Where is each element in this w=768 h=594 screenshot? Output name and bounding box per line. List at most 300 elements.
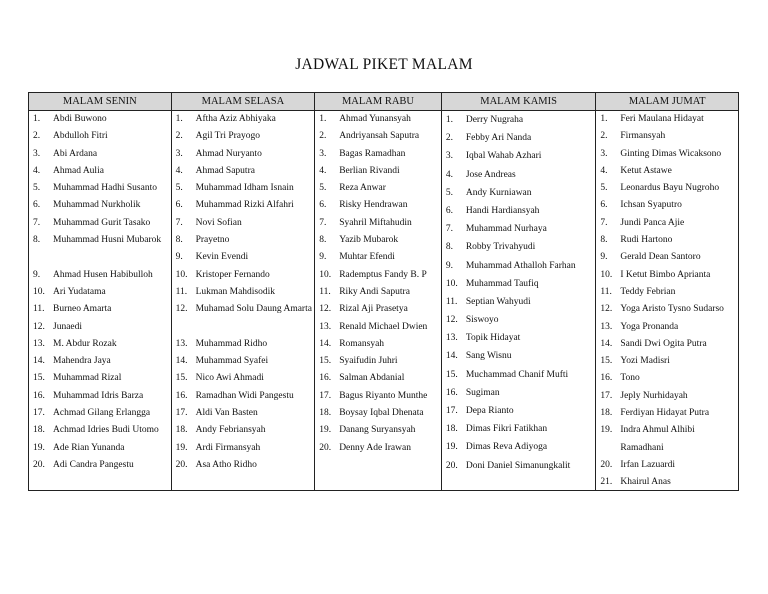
list-item	[29, 163, 171, 180]
item-number: 11.	[600, 286, 612, 297]
item-number: 14.	[319, 338, 332, 349]
item-name: Muhammad Athalloh Farhan	[465, 260, 576, 271]
item-name: Ferdiyan Hidayat Putra	[620, 408, 710, 419]
item-name: Novi Sofian	[195, 217, 242, 228]
item-number: 18.	[445, 424, 458, 435]
item-number: 10.	[600, 269, 613, 280]
list-item	[315, 163, 441, 180]
item-name: Derry Nugraha	[465, 115, 524, 125]
list-item	[315, 146, 441, 163]
item-name: Firmansyah	[620, 131, 666, 142]
item-name: Ari Yudatama	[53, 286, 106, 297]
list-item	[442, 347, 596, 365]
list-item	[29, 267, 171, 284]
item-number: 2.	[319, 131, 327, 142]
item-number: 16.	[175, 390, 188, 401]
item-name: M. Abdur Rozak	[53, 338, 117, 349]
item-name: Denny Ade Irawan	[339, 442, 411, 453]
item-name: Bagus Riyanto Munthe	[339, 390, 428, 401]
list-item	[29, 111, 171, 128]
item-number: 19.	[445, 442, 458, 453]
list-item	[596, 146, 738, 163]
item-name: Gerald Dean Santoro	[620, 252, 701, 263]
item-number: 5.	[445, 187, 453, 198]
item-name: Topik Hidayat	[465, 333, 521, 344]
list-item	[442, 202, 596, 220]
item-name: Muchammad Chanif Mufti	[465, 369, 569, 380]
item-name: Risky Hendrawan	[339, 200, 408, 211]
item-number: 19.	[175, 442, 188, 453]
list-item	[315, 215, 441, 232]
item-number: 15.	[33, 373, 45, 384]
item-number: 2.	[33, 131, 41, 142]
item-number: 13.	[319, 321, 332, 332]
item-number: 15.	[445, 369, 458, 380]
item-number: 12.	[445, 315, 458, 326]
item-name: Berlian Rivandi	[339, 165, 400, 176]
item-name: Muhammad Idham Isnain	[195, 183, 294, 194]
list-item	[172, 388, 315, 405]
item-name: Aftha Aziz Abhiyaka	[195, 114, 276, 124]
list-item	[442, 166, 596, 184]
item-number: 20.	[600, 459, 613, 470]
column-malam-selasa	[172, 93, 316, 490]
list-item	[315, 180, 441, 197]
item-name: Jeply Nurhidayah	[620, 390, 688, 401]
item-number: 9.	[175, 252, 183, 263]
item-number: 6.	[319, 200, 327, 211]
list-item	[315, 128, 441, 145]
list-item	[29, 128, 171, 145]
item-name: Sang Wisnu	[465, 351, 512, 362]
item-name: Riky Andi Saputra	[339, 286, 410, 297]
item-number: 12.	[600, 304, 613, 315]
item-name: Ade Rian Yunanda	[53, 442, 125, 453]
item-number: 1.	[319, 114, 327, 124]
item-name: Muhammad Idris Barza	[53, 390, 144, 401]
item-name: Muhammad Nurhaya	[465, 224, 547, 235]
item-number: 17.	[175, 408, 188, 419]
item-number: 18.	[33, 425, 45, 436]
list-item	[315, 301, 441, 318]
item-number: 5.	[600, 183, 608, 194]
column-malam-kamis	[442, 93, 597, 490]
item-number: 18.	[319, 408, 332, 419]
item-name: Rizal Aji Prasetya	[339, 304, 408, 315]
item-name: Asa Atho Ridho	[195, 459, 257, 470]
list-item	[172, 180, 315, 197]
item-number: 6.	[175, 200, 183, 211]
item-number: 9.	[319, 252, 327, 263]
item-number: 7.	[175, 217, 183, 228]
column-header: MALAM SENIN	[29, 93, 171, 111]
list-item	[596, 405, 738, 422]
list-item	[442, 184, 596, 202]
item-number: 12.	[175, 304, 188, 315]
item-number: 3.	[319, 148, 327, 159]
item-name: Febby Ari Nanda	[465, 133, 532, 144]
list-item	[172, 301, 315, 336]
list-item	[315, 232, 441, 249]
item-number: 4.	[175, 165, 183, 176]
item-number: 10.	[445, 278, 458, 289]
item-number: 16.	[33, 390, 45, 401]
item-number: 19.	[33, 442, 45, 453]
item-name: Ramadhan Widi Pangestu	[195, 390, 294, 401]
list-item	[315, 336, 441, 353]
item-number: 13.	[445, 333, 458, 344]
item-number: 17.	[445, 406, 458, 416]
item-name: Yozi Madisri	[620, 356, 670, 367]
item-name: Bagas Ramadhan	[339, 148, 406, 159]
list-item	[29, 284, 171, 301]
item-number: 6.	[445, 205, 453, 216]
item-name: Sugiman	[465, 387, 500, 398]
item-number: 4.	[600, 165, 608, 176]
item-name: Dimas Reva Adiyoga	[465, 442, 548, 453]
item-number: 14.	[600, 338, 613, 349]
list-item	[596, 111, 738, 128]
list-item	[172, 336, 315, 353]
item-name: Achmad Idries Budi Utomo	[53, 425, 159, 436]
item-name: Muhammad Gurit Tasako	[53, 217, 151, 228]
item-name: I Ketut Bimbo Aprianta	[620, 269, 711, 280]
list-item	[172, 284, 315, 301]
list-item	[172, 215, 315, 232]
item-name: Ichsan Syaputro	[620, 200, 682, 211]
item-number: 4.	[445, 169, 453, 180]
item-name: Khairul Anas	[620, 477, 671, 488]
item-number: 20.	[175, 459, 188, 470]
list-item	[442, 220, 596, 238]
item-name: Boysay Iqbal Dhenata	[339, 408, 424, 419]
item-name: Agil Tri Prayogo	[195, 131, 260, 142]
item-name: Abdulloh Fitri	[53, 131, 108, 142]
list-item	[172, 163, 315, 180]
item-name: Muhammad Taufiq	[465, 278, 539, 289]
list-item	[596, 336, 738, 353]
list-item	[442, 384, 596, 402]
item-number: 1.	[600, 114, 608, 124]
schedule-table	[28, 92, 739, 491]
list-item	[172, 232, 315, 249]
list-item	[596, 319, 738, 336]
item-name: Danang Suryansyah	[339, 425, 416, 436]
item-number: 17.	[33, 408, 45, 419]
list-item	[596, 301, 738, 318]
item-number: 7.	[445, 224, 453, 235]
list-item	[29, 388, 171, 405]
item-name: Iqbal Wahab Azhari	[465, 151, 542, 162]
list-item	[596, 370, 738, 387]
item-name: Muhammad Ridho	[195, 338, 268, 349]
list-item	[315, 197, 441, 214]
item-name: Adi Candra Pangestu	[53, 459, 134, 470]
list-item	[442, 147, 596, 165]
item-number: 18.	[600, 408, 613, 419]
item-name: Handi Hardiansyah	[465, 205, 540, 216]
list-item	[442, 420, 596, 438]
item-number: 15.	[175, 373, 188, 384]
list-item	[172, 197, 315, 214]
item-number: 5.	[319, 183, 327, 194]
item-name: Muhammad Rizal	[53, 373, 122, 384]
item-name: Jundi Panca Ajie	[620, 217, 685, 228]
list-item	[172, 370, 315, 387]
item-number: 8.	[33, 235, 41, 246]
list-item	[315, 422, 441, 439]
item-name: Tono	[620, 373, 640, 384]
item-name: Syaifudin Juhri	[339, 356, 398, 367]
item-number: 3.	[600, 148, 608, 159]
list-item	[315, 370, 441, 387]
item-number: 15.	[600, 356, 613, 367]
item-number: 11.	[33, 304, 45, 315]
item-number: 7.	[33, 217, 41, 228]
list-item	[442, 238, 596, 256]
item-number: 19.	[319, 425, 332, 436]
list-item	[315, 440, 441, 457]
list-item	[315, 405, 441, 422]
item-number: 17.	[600, 390, 613, 401]
item-number: 20.	[445, 460, 458, 471]
item-name: Depa Rianto	[465, 406, 514, 416]
list-item	[315, 267, 441, 284]
item-name: Muhammad Husni Mubarok	[53, 235, 162, 246]
item-number: 3.	[33, 148, 41, 159]
item-number: 10.	[33, 286, 45, 297]
item-name: Andriyansah Saputra	[339, 131, 420, 142]
list-item	[442, 438, 596, 456]
list-item	[29, 440, 171, 457]
item-name: Leonardus Bayu Nugroho	[620, 183, 720, 194]
column-header: MALAM SELASA	[172, 93, 315, 111]
item-name: Doni Daniel Simanungkalit	[465, 460, 571, 471]
list-item	[315, 249, 441, 266]
item-name: Septian Wahyudi	[465, 296, 531, 307]
column-malam-rabu	[315, 93, 442, 490]
item-number: 2.	[175, 131, 183, 142]
list-item	[596, 197, 738, 214]
list-item	[172, 111, 315, 128]
item-number: 19.	[600, 425, 613, 436]
list-item	[172, 146, 315, 163]
item-name: Indra Ahmul Alhibi Ramadhani	[620, 425, 695, 453]
list-item	[315, 353, 441, 370]
item-name: Muhtar Efendi	[339, 252, 395, 263]
item-number: 15.	[319, 356, 332, 367]
item-number: 8.	[175, 235, 183, 246]
list-item	[29, 422, 171, 439]
item-number: 2.	[600, 131, 608, 142]
list-item	[172, 267, 315, 284]
item-number: 3.	[175, 148, 183, 159]
item-number: 14.	[175, 356, 188, 367]
item-number: 12.	[319, 304, 332, 315]
item-number: 10.	[319, 269, 332, 280]
list-item	[596, 353, 738, 370]
item-name: Muhamad Solu Daung Amarta	[195, 304, 312, 315]
list-item	[596, 422, 738, 457]
list-item	[315, 319, 441, 336]
item-name: Muhammad Rizki Alfahri	[195, 200, 294, 211]
item-number: 10.	[175, 269, 188, 280]
item-name: Junaedi	[53, 321, 83, 332]
column-header: MALAM JUMAT	[596, 93, 738, 111]
list-item	[172, 128, 315, 145]
item-name: Kevin Evendi	[195, 252, 249, 263]
list-item	[29, 232, 171, 267]
item-name: Ahmad Nuryanto	[195, 148, 262, 159]
list-item	[29, 146, 171, 163]
item-number: 6.	[33, 200, 41, 211]
list-item	[442, 129, 596, 147]
item-number: 17.	[319, 390, 332, 401]
column-malam-senin	[29, 93, 172, 490]
list-item	[315, 284, 441, 301]
item-name: Ardi Firmansyah	[195, 442, 261, 453]
item-name: Yoga Aristo Tysno Sudarso	[620, 304, 724, 315]
list-item	[596, 128, 738, 145]
list-item	[29, 405, 171, 422]
list-item	[29, 336, 171, 353]
item-number: 18.	[175, 425, 188, 436]
item-number: 12.	[33, 321, 45, 332]
item-name: Aldi Van Basten	[195, 408, 258, 419]
item-name: Rademptus Fandy B. P	[339, 269, 427, 280]
name-list	[596, 111, 738, 492]
list-item	[596, 388, 738, 405]
list-item	[29, 180, 171, 197]
item-name: Ginting Dimas Wicaksono	[620, 148, 722, 159]
item-name: Ahmad Husen Habibulloh	[53, 269, 153, 280]
item-number: 11.	[445, 296, 458, 307]
item-name: Andy Febriansyah	[195, 425, 266, 436]
list-item	[442, 402, 596, 420]
item-number: 16.	[600, 373, 613, 384]
item-number: 20.	[33, 459, 45, 470]
page-title: JADWAL PIKET MALAM	[295, 56, 473, 73]
list-item	[442, 257, 596, 275]
item-name: Rudi Hartono	[620, 235, 673, 246]
list-item	[172, 422, 315, 439]
list-item	[596, 457, 738, 474]
item-name: Syahril Miftahudin	[339, 217, 412, 228]
item-number: 9.	[600, 252, 608, 263]
item-number: 9.	[445, 260, 453, 271]
item-number: 13.	[600, 321, 613, 332]
list-item	[29, 301, 171, 318]
item-number: 8.	[445, 242, 453, 253]
item-name: Muhammad Nurkholik	[53, 200, 141, 211]
item-number: 5.	[33, 183, 41, 194]
item-number: 16.	[445, 387, 458, 398]
list-item	[172, 405, 315, 422]
list-item	[29, 457, 171, 474]
item-name: Muhammad Syafei	[195, 356, 269, 367]
item-name: Reza Anwar	[339, 183, 386, 194]
item-name: Lukman Mahdisodik	[195, 286, 276, 297]
item-name: Andy Kurniawan	[465, 187, 532, 198]
item-number: 16.	[319, 373, 332, 384]
item-name: Abdi Buwono	[53, 114, 107, 124]
name-list	[315, 111, 441, 457]
item-name: Feri Maulana Hidayat	[620, 114, 704, 124]
list-item	[596, 180, 738, 197]
list-item	[596, 474, 738, 491]
item-name: Kristoper Fernando	[195, 269, 270, 280]
item-name: Ahmad Aulia	[53, 165, 104, 176]
name-list	[442, 111, 596, 475]
item-number: 14.	[33, 356, 45, 367]
item-number: 1.	[33, 114, 41, 124]
item-number: 20.	[319, 442, 332, 453]
item-number: 1.	[445, 115, 453, 125]
item-number: 8.	[319, 235, 327, 246]
list-item	[29, 370, 171, 387]
list-item	[442, 366, 596, 384]
item-name: Dimas Fikri Fatikhan	[465, 424, 548, 435]
item-name: Robby Trivahyudi	[465, 242, 536, 253]
item-name: Siswoyo	[465, 315, 499, 326]
item-name: Teddy Febrian	[620, 286, 676, 297]
list-item	[442, 293, 596, 311]
item-number: 5.	[175, 183, 183, 194]
item-number: 13.	[33, 338, 45, 349]
item-name: Renald Michael Dwien	[339, 321, 428, 332]
list-item	[29, 215, 171, 232]
item-name: Nico Awi Ahmadi	[195, 373, 264, 384]
list-item	[442, 311, 596, 329]
item-number: 11.	[319, 286, 331, 297]
item-name: Achmad Gilang Erlangga	[53, 408, 151, 419]
name-list	[172, 111, 315, 474]
list-item	[442, 329, 596, 347]
list-item	[172, 440, 315, 457]
item-number: 3.	[445, 151, 453, 162]
list-item	[315, 111, 441, 128]
item-name: Prayetno	[195, 235, 230, 246]
list-item	[172, 457, 315, 474]
column-header: MALAM KAMIS	[442, 93, 596, 111]
list-item	[29, 319, 171, 336]
item-number: 21.	[600, 477, 613, 488]
list-item	[596, 267, 738, 284]
item-number: 8.	[600, 235, 608, 246]
item-number: 11.	[175, 286, 188, 297]
item-number: 4.	[33, 165, 41, 176]
list-item	[442, 111, 596, 129]
item-name: Yazib Mubarok	[339, 235, 399, 246]
list-item	[596, 249, 738, 266]
list-item	[596, 163, 738, 180]
item-name: Muhammad Hadhi Susanto	[53, 183, 157, 194]
item-name: Irfan Lazuardi	[620, 459, 675, 470]
column-malam-jumat	[596, 93, 738, 490]
item-number: 7.	[600, 217, 608, 228]
list-item	[596, 232, 738, 249]
item-name: Ketut Astawe	[620, 165, 672, 176]
item-number: 13.	[175, 338, 188, 349]
name-list	[29, 111, 171, 474]
item-name: Burneo Amarta	[53, 304, 112, 315]
list-item	[442, 457, 596, 475]
item-number: 2.	[445, 133, 453, 144]
list-item	[29, 197, 171, 214]
item-name: Abi Ardana	[53, 148, 98, 159]
item-name: Sandi Dwi Ogita Putra	[620, 338, 707, 349]
item-number: 4.	[319, 165, 327, 176]
